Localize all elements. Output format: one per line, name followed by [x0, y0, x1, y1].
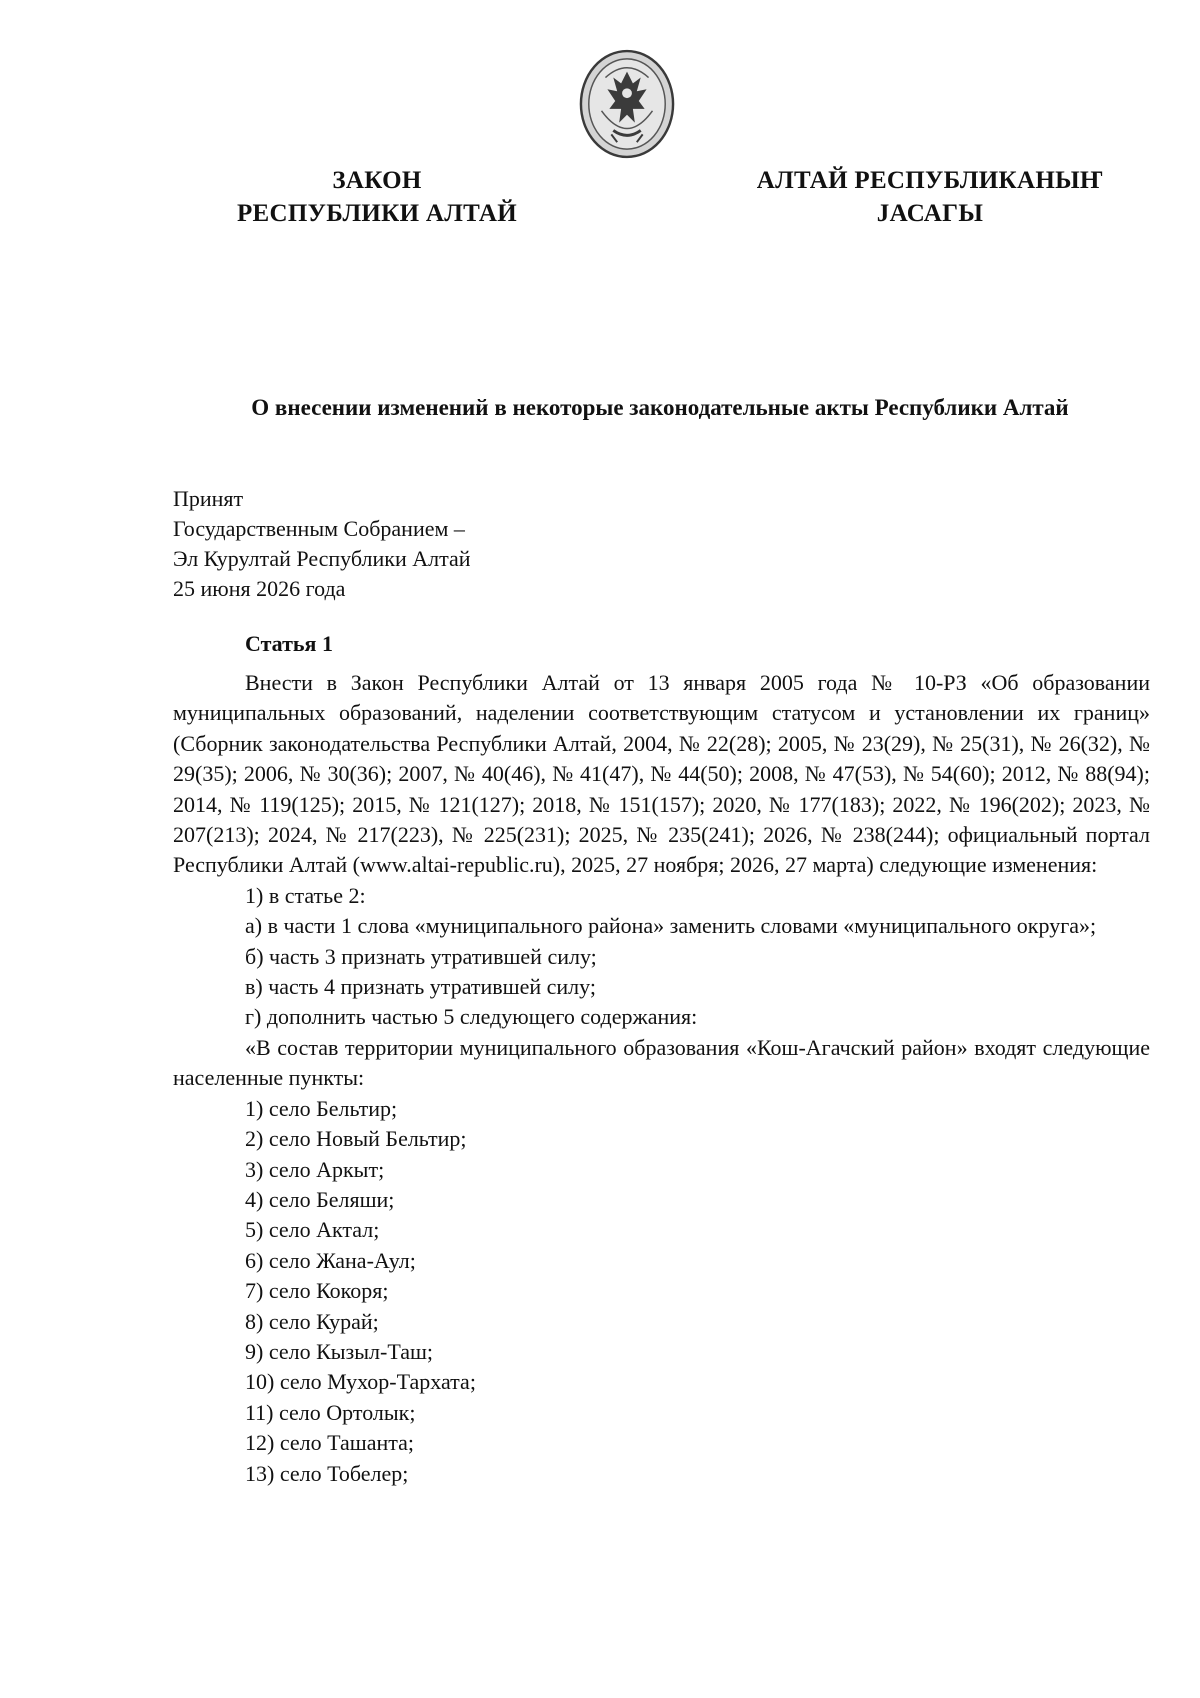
adoption-date: 25 июня 2026 года [173, 576, 346, 601]
document-title: О внесении изменений в некоторые законодательные акты Республики Алтай [251, 395, 1069, 420]
law-heading-altai-line2: ЈАСАГЫ [876, 200, 984, 227]
amendment-subitem-b: б) часть 3 признать утратившей силу; [245, 943, 597, 969]
quoted-provision: «В состав территории муниципального образования «Кош-Агачский район» входят следующие населенные пункты: [173, 1034, 1150, 1091]
law-heading-line1: ЗАКОН [332, 167, 422, 194]
settlement-item: 1) село Бельтир; [245, 1095, 398, 1121]
law-heading-russian [222, 164, 532, 230]
amendment-item: 1) в статье 2: [245, 882, 366, 908]
adoption-line3: Эл Курултай Республики Алтай [173, 546, 471, 571]
settlement-item: 6) село Жана-Аул; [245, 1247, 416, 1273]
settlement-item: 9) село Кызыл-Таш; [245, 1338, 434, 1364]
settlement-item: 4) село Беляши; [245, 1186, 395, 1212]
article-intro-paragraph: Внести в Закон Республики Алтай от 13 января 2005 года № 10-РЗ «Об образовании муниципальных образований, наделении соответствующим статусом и установлении их границ» (Сборник законодательства Республики Алтай, 2004, № 22(28); 2005, № 23(29), № 25(31), № 26(32), № 29(35); 2006, № 30(36); 2007, № 40(46), № 41(47), № 44(50); 2008, № 47(53), № 54(60); 2012, № 88(94); 2014, № 119(125); 2015, № 121(127); 2018, № 151(157); 2020, № 177(183); 2022, № 196(202); 2023, № 207(213); 2024, № 217(223), № 225(231); 2025, № 235(241); 2026, № 238(244); официальный портал Республики Алтай (www.altai-republic.ru), 2025, 27 ноября; 2026, 27 марта) следующие изменения: [173, 670, 1150, 878]
settlement-item: 11) село Ортолык; [245, 1399, 416, 1425]
coat-of-arms-icon [578, 48, 676, 160]
law-heading-altai [725, 164, 1135, 230]
settlement-item: 5) село Актал; [245, 1217, 380, 1243]
settlement-item: 2) село Новый Бельтир; [245, 1126, 467, 1152]
amendment-subitem-g: г) дополнить частью 5 следующего содержания: [245, 1004, 698, 1030]
settlement-item: 3) село Аркыт; [245, 1156, 385, 1182]
settlement-item: 12) село Ташанта; [245, 1430, 414, 1456]
settlement-item: 8) село Курай; [245, 1308, 379, 1334]
adoption-line1: Принят [173, 486, 244, 511]
settlement-list [173, 1094, 1150, 1489]
amendment-subitem-v: в) часть 4 признать утратившей силу; [245, 974, 596, 1000]
settlement-item: 7) село Кокоря; [245, 1278, 389, 1304]
article-body [173, 668, 1150, 1489]
adoption-block [173, 484, 471, 604]
law-heading-altai-line1: АЛТАЙ РЕСПУБЛИКАНЫҤ [756, 167, 1104, 194]
settlement-item: 10) село Мухор-Тархата; [245, 1369, 476, 1395]
adoption-line2: Государственным Собранием – [173, 516, 465, 541]
article-heading: Статья 1 [245, 631, 333, 656]
amendment-subitem-a: а) в части 1 слова «муниципального района» заменить словами «муниципального округа»; [245, 913, 1097, 939]
law-heading-line2: РЕСПУБЛИКИ АЛТАЙ [236, 200, 517, 227]
settlement-item: 13) село Тобелер; [245, 1460, 409, 1486]
